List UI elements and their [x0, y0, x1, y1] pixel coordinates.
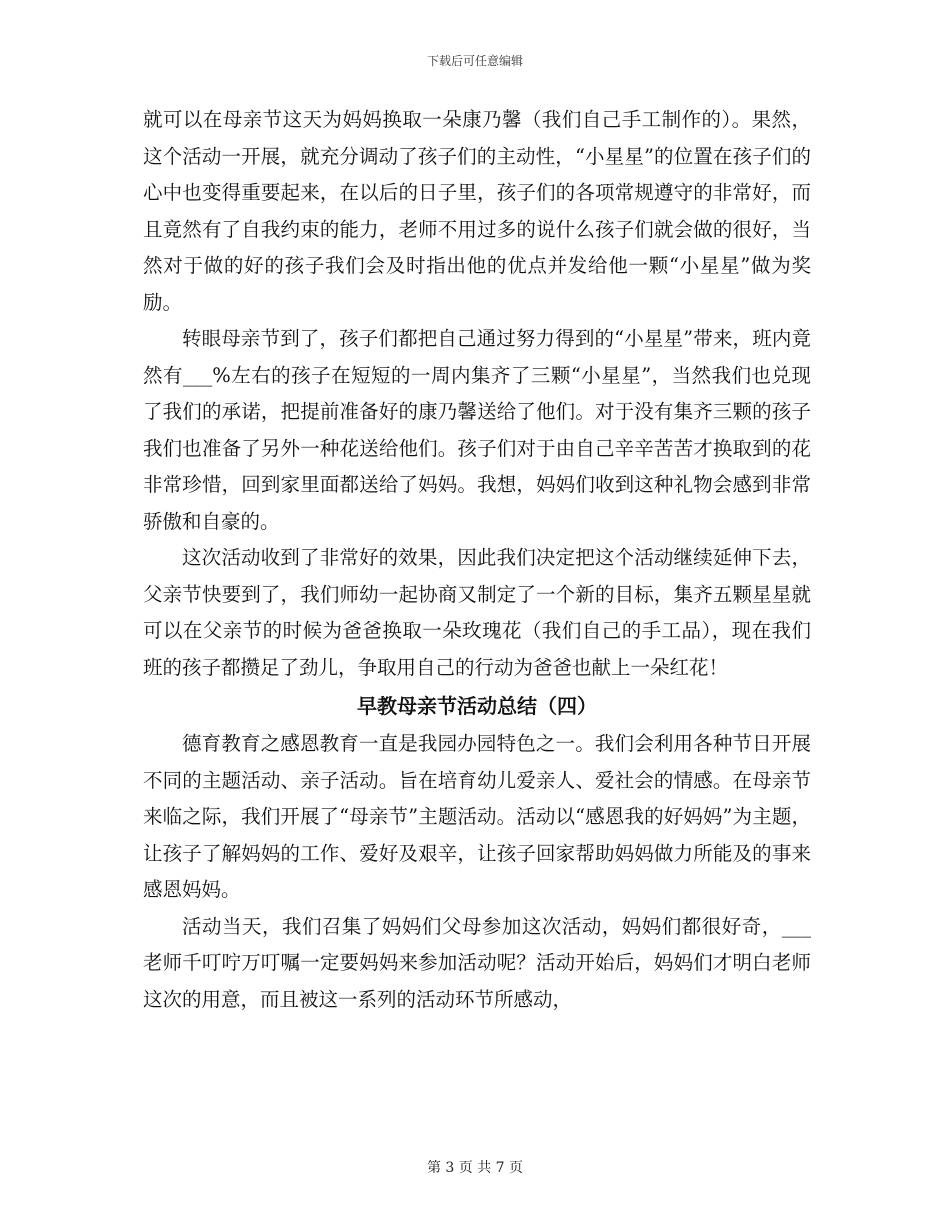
page-header: 下载后可任意编辑 [426, 54, 523, 68]
paragraph-1: 就可以在母亲节这天为妈妈换取一朵康乃馨（我们自己手工制作的）。果然，这个活动一开展，就充分调动了孩子们的主动性，“小星星”的位置在孩子们的心中也变得重要起来，在以后的日子里，孩子们的各项常规遵守的非常好，而且竟然有了自我约束的能力，老师不用过多的说什么孩子们就会做的很好，当然对于做的好的孩子我们会及时指出他的优点并发给他一颗“小星星”做为奖励。 [143, 108, 811, 314]
section-paragraph-1: 德育教育之感恩教育一直是我园办园特色之一。我们会利用各种节日开展不同的主题活动、亲子活动。旨在培育幼儿爱亲人、爱社会的情感。在母亲节来临之际，我们开展了“母亲节”主题活动。活动以“感恩我的好妈妈”为主题，让孩子了解妈妈的工作、爱好及艰辛，让孩子回家帮助妈妈做力所能及的事来感恩妈妈。 [143, 732, 811, 901]
section-title: 早教母亲节活动总结（四） [357, 694, 597, 718]
page-number: 第 3 页 共 7 页 [426, 1160, 524, 1176]
section-paragraph-2: 活动当天，我们召集了妈妈们父母参加这次活动，妈妈们都很好奇，___老师千叮咛万叮嘱一定要妈妈来参加活动呢？活动开始后，妈妈们才明白老师这次的用意，而且被这一系列的活动环节所感动， [143, 914, 811, 1011]
document-body [143, 102, 811, 1018]
paragraph-3: 这次活动收到了非常好的效果，因此我们决定把这个活动继续延伸下去，父亲节快要到了，我们师幼一起协商又制定了一个新的目标，集齐五颗星星就可以在父亲节的时候为爸爸换取一朵玫瑰花（我们自己的手工品），现在我们班的孩子都攒足了劲儿，争取用自己的行动为爸爸也献上一朵红花！ [143, 546, 811, 679]
paragraph-2: 转眼母亲节到了，孩子们都把自己通过努力得到的“小星星”带来，班内竟然有___%左右的孩子在短短的一周内集齐了三颗“小星星”，当然我们也兑现了我们的承诺，把提前准备好的康乃馨送给了他们。对于没有集齐三颗的孩子我们也准备了另外一种花送给他们。孩子们对于由自己辛辛苦苦才换取到的花非常珍惜，回到家里面都送给了妈妈。我想，妈妈们收到这种礼物会感到非常骄傲和自豪的。 [143, 327, 811, 533]
